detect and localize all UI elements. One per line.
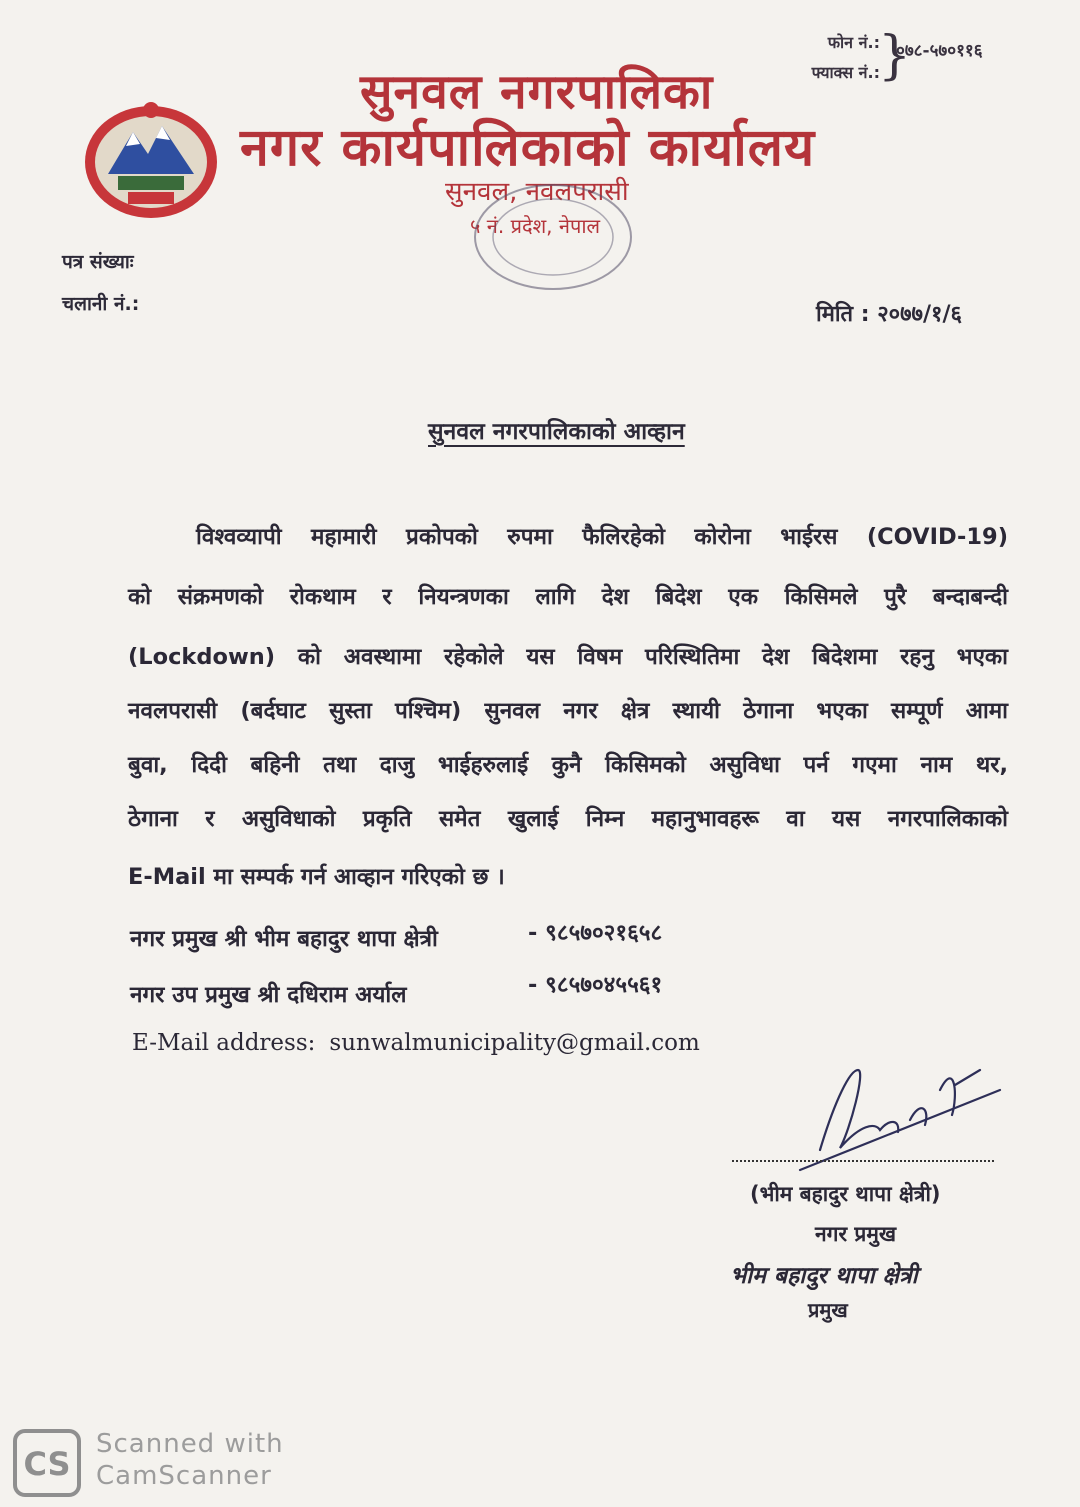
letterhead-subtitle: नगर कार्यपालिकाको कार्यालय [240,118,816,178]
contact-labels [790,28,880,88]
signatory-title: नगर प्रमुख [815,1222,897,1246]
letterhead-province: ५ नं. प्रदेश, नेपाल [470,214,601,238]
email-line [132,1030,700,1056]
name-stamp: भीम बहादुर थापा क्षेत्री [730,1263,918,1289]
body-line: विश्वव्यापी महामारी प्रकोपको रुपमा फैलिरहेको कोरोना भाईरस (COVID-19) [196,524,1008,550]
watermark-line1: Scanned with [96,1429,284,1459]
signature-icon [780,1030,1010,1180]
date-label: मिति : २०७७/१/६ [816,302,962,327]
contact-role: नगर प्रमुख श्री भीम बहादुर थापा क्षेत्री [130,926,438,952]
dispatch-number-label: चलानी नं.: [62,293,140,315]
letterhead-title: सुनवल नगरपालिका [360,64,714,120]
camscanner-logo-text: CS [23,1445,71,1483]
letterhead-address: सुनवल, नवलपरासी [445,177,629,207]
camscanner-logo-icon [12,1428,82,1498]
office-stamp-icon [468,178,638,296]
email-label: E-Mail address: [132,1030,316,1056]
body-line: बुवा, दिदी बहिनी तथा दाजु भाईहरुलाई कुनै किसिमको असुविधा पर्न गएमा नाम थर, [128,752,1008,778]
body-line: (Lockdown) को अवस्थामा रहेकोले यस विषम परिस्थितिमा देश बिदेशमा रहनु भएका [128,644,1008,670]
contact-role: नगर उप प्रमुख श्री दधिराम अर्याल [130,982,407,1008]
watermark-line2: CamScanner [96,1461,272,1491]
notice-heading: सुनवल नगरपालिकाको आव्हान [428,419,685,445]
nepal-emblem-icon [78,96,224,224]
contact-phone: - ९८५७०४५५६१ [528,972,663,998]
phone-number: ०७८-५७०११६ [896,41,983,61]
letter-number-label: पत्र संख्याः [62,251,134,273]
brace-icon: } [878,26,912,86]
email-address: sunwalmunicipality@gmail.com [329,1030,700,1056]
fax-label: फ्याक्स नं.: [811,63,880,82]
phone-label: फोन नं.: [827,33,880,52]
body-line: को संक्रमणको रोकथाम र नियन्त्रणका लागि देश बिदेश एक किसिमले पुरै बन्दाबन्दी [128,584,1008,610]
signatory-name: (भीम बहादुर थापा क्षेत्री) [750,1182,941,1206]
camscanner-watermark [96,1428,284,1492]
body-line: ठेगाना र असुविधाको प्रकृति समेत खुलाई निम्न महानुभावहरू वा यस नगरपालिकाको [128,806,1008,832]
title-stamp: प्रमुख [808,1298,848,1322]
signature-line [732,1160,994,1162]
contact-phone: - ९८५७०२१६५८ [528,920,663,946]
body-line: E-Mail मा सम्पर्क गर्न आव्हान गरिएको छ । [128,864,505,890]
body-line: नवलपरासी (बर्दघाट सुस्ता पश्चिम) सुनवल नगर क्षेत्र स्थायी ठेगाना भएका सम्पूर्ण आमा [128,698,1008,724]
